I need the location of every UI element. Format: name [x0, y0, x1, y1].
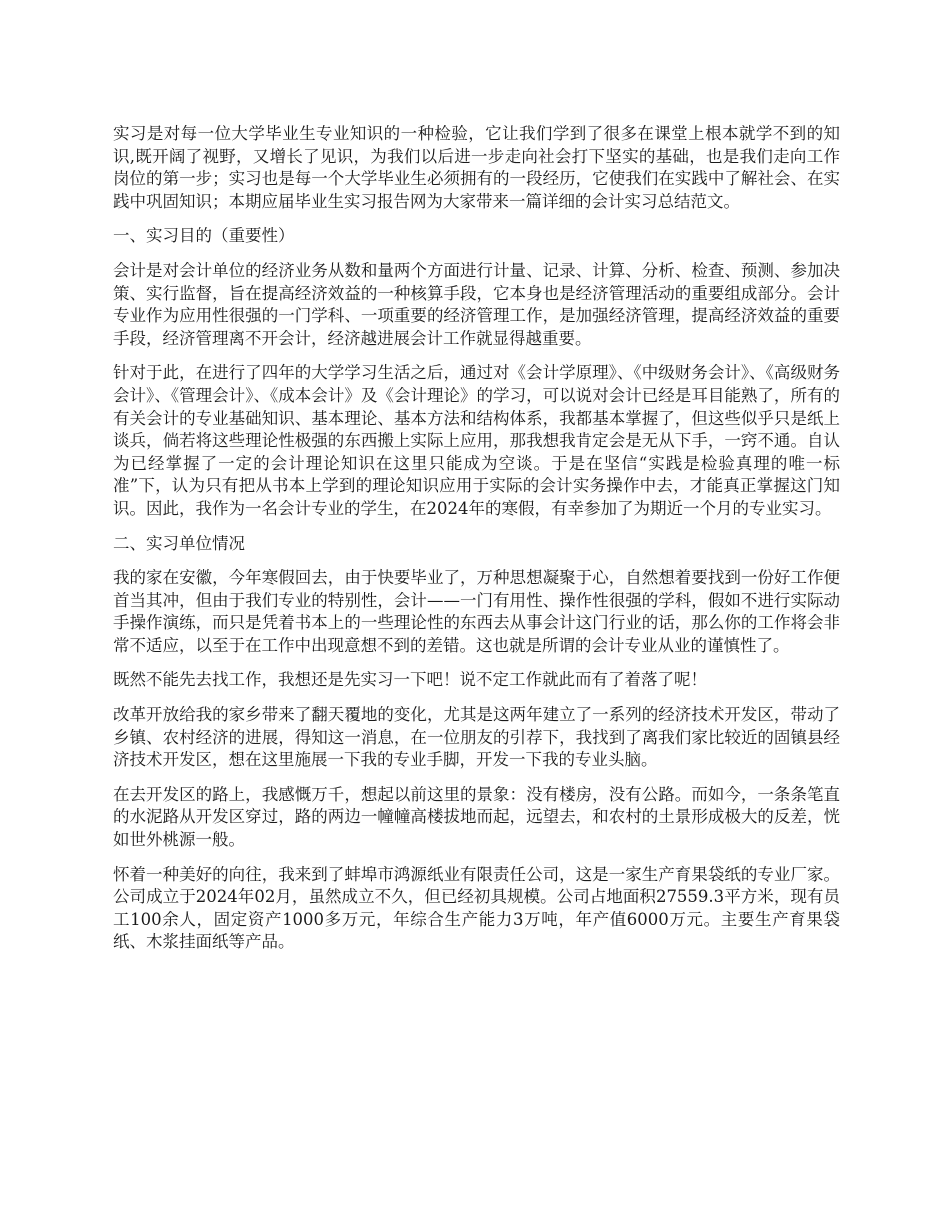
document-body [113, 123, 840, 966]
paragraph-accounting-definition: 会计是对会计单位的经济业务从数和量两个方面进行计量、记录、计算、分析、检查、预测、参加决策、实行监督，旨在提高经济效益的一种核算手段，它本身也是经济管理活动的重要组成部分。会计专业作为应用性很强的一门学科、一项重要的经济管理工作，是加强经济管理，提高经济效益的重要手段，经济管理离不开会计，经济越进展会计工作就显得越重要。 [113, 260, 840, 348]
paragraph-development-zone: 改革开放给我的家乡带来了翻天覆地的变化，尤其是这两年建立了一系列的经济技术开发区，带动了乡镇、农村经济的进展，得知这一消息，在一位朋友的引荐下，我找到了离我们家比较近的固镇县经济技术开发区，想在这里施展一下我的专业手脚，开发一下我的专业头脑。 [113, 705, 840, 770]
paragraph-company-intro: 怀着一种美好的向往，我来到了蚌埠市鸿源纸业有限责任公司，这是一家生产育果袋纸的专业厂家。公司成立于2024年02月，虽然成立不久，但已经初具规模。公司占地面积27559.3平方米，现有员工100余人，固定资产1000多万元，年综合生产能力3万吨，年产值6000万元。主要生产育果袋纸、木浆挂面纸等产品。 [113, 864, 840, 952]
paragraph-road-scene: 在去开发区的路上，我感慨万千，想起以前这里的景象：没有楼房，没有公路。而如今，一条条笔直的水泥路从开发区穿过，路的两边一幢幢高楼拔地而起，远望去，和农村的土景形成极大的反差，恍如世外桃源一般。 [113, 784, 840, 850]
paragraph-decision: 既然不能先去找工作，我想还是先实习一下吧！说不定工作就此而有了着落了呢！ [113, 670, 707, 690]
intro-paragraph: 实习是对每一位大学毕业生专业知识的一种检验，它让我们学到了很多在课堂上根本就学不到的知识,既开阔了视野，又增长了见识，为我们以后进一步走向社会打下坚实的基础，也是我们走向工作岗位的第一步；实习也是每一个大学毕业生必须拥有的一段经历，它使我们在实践中了解社会、在实践中巩固知识；本期应届毕业生实习报告网为大家带来一篇详细的会计实习总结范文。 [113, 124, 840, 211]
paragraph-study-background: 针对于此，在进行了四年的大学学习生活之后，通过对《会计学原理》、《中级财务会计》、《高级财务会计》、《管理会计》、《成本会计》及《会计理论》的学习，可以说对会计已经是耳目能熟了，所有的有关会计的专业基础知识、基本理论、基本方法和结构体系，我都基本掌握了，但这些似乎只是纸上谈兵，倘若将这些理论性极强的东西搬上实际上应用，那我想我肯定会是无从下手，一窍不通。自认为已经掌握了一定的会计理论知识在这里只能成为空谈。于是在坚信“实践是检验真理的唯一标准”下，认为只有把从书本上学到的理论知识应用于实际的会计实务操作中去，才能真正掌握这门知识。因此，我作为一名会计专业的学生，在2024年的寒假，有幸参加了为期近一个月的专业实习。 [113, 363, 840, 518]
section-heading-unit: 二、实习单位情况 [113, 533, 245, 553]
section-heading-purpose: 一、实习目的（重要性） [113, 226, 295, 246]
paragraph-home-situation: 我的家在安徽，今年寒假回去，由于快要毕业了，万种思想凝聚于心，自然想着要找到一份好工作便首当其冲，但由于我们专业的特别性，会计——一门有用性、操作性很强的学科，假如不进行实际动手操作演练，而只是凭着书本上的一些理论性的东西去从事会计这门行业的话，那么你的工作将会非常不适应，以至于在工作中出现意想不到的差错。这也就是所谓的会计专业从业的谨慎性了。 [113, 568, 840, 655]
